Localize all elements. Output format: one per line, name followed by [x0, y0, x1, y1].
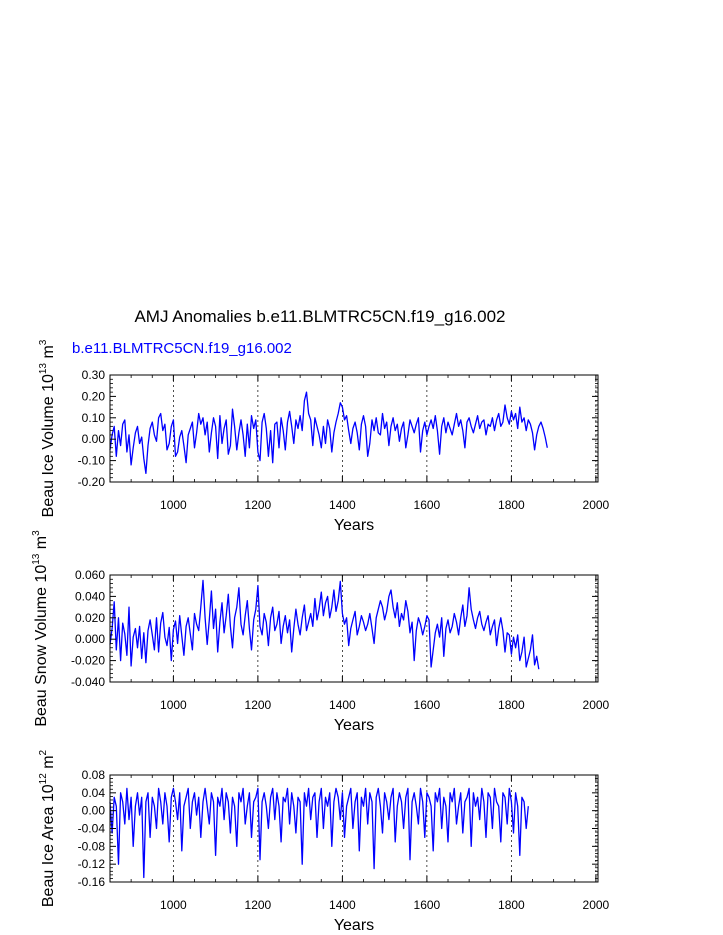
y-tick-label: -0.16 [77, 875, 105, 889]
y-tick-label: 0.020 [74, 610, 105, 625]
y-axis-label-part: 13 [31, 553, 42, 565]
x-tick-label: 1200 [244, 898, 272, 912]
series-line-1 [110, 392, 547, 473]
y-axis-label-part: 12 [38, 773, 49, 785]
y-tick-label: 0.00 [81, 803, 105, 818]
y-tick-label: 0.040 [74, 589, 105, 604]
y-tick-label: -0.10 [77, 453, 105, 468]
chart-panel-1 [38, 339, 610, 534]
y-tick-label: -0.08 [77, 839, 105, 854]
x-tick-label: 1400 [329, 698, 356, 712]
x-axis-label: Years [333, 717, 375, 734]
y-axis-label-part: 3 [38, 339, 49, 346]
y-tick-label: 0.08 [81, 768, 105, 782]
x-tick-label: 1000 [160, 898, 187, 912]
y-tick-label: 0.30 [81, 368, 105, 382]
y-tick-label: -0.020 [70, 653, 105, 668]
x-tick-label: 1200 [244, 698, 272, 712]
y-tick-label: -0.04 [77, 821, 105, 836]
y-tick-label: 0.04 [81, 785, 105, 800]
y-tick-label: -0.040 [70, 675, 105, 689]
x-tick-label: 2000 [582, 898, 610, 912]
chart-panel-2 [31, 530, 610, 734]
y-tick-label: -0.20 [77, 475, 105, 489]
y-tick-label: 0.000 [74, 632, 105, 647]
x-tick-label: 1600 [413, 498, 441, 512]
y-axis-label-part: Beau Ice Area 10 [40, 784, 57, 908]
plot-frame [110, 575, 598, 682]
x-tick-label: 1800 [498, 898, 525, 912]
x-tick-label: 1800 [498, 698, 525, 712]
x-tick-label: 1400 [329, 498, 356, 512]
y-tick-label: 0.060 [74, 568, 105, 582]
y-axis-label-part: m [33, 535, 50, 554]
y-axis-label-part: 3 [31, 530, 42, 536]
y-axis-label-part: Beau Snow Volume 10 [33, 564, 50, 727]
chart-panel-3 [38, 749, 610, 934]
y-axis-label-part: m [40, 755, 57, 774]
y-axis-label-part: Beau Ice Volume 10 [40, 374, 57, 518]
x-tick-label: 1800 [498, 498, 525, 512]
x-tick-label: 1600 [413, 698, 441, 712]
y-axis-label [31, 530, 50, 727]
y-tick-label: 0.20 [81, 389, 105, 404]
x-tick-label: 2000 [582, 698, 610, 712]
x-axis-label: Years [333, 917, 375, 934]
figure-title: AMJ Anomalies b.e11.BLMTRC5CN.f19_g16.002 [134, 307, 506, 326]
y-axis-label [38, 339, 57, 517]
x-tick-label: 1200 [244, 498, 272, 512]
figure-subtitle: b.e11.BLMTRC5CN.f19_g16.002 [72, 340, 292, 357]
y-axis-label-part: m [40, 345, 57, 363]
y-axis-label [38, 749, 57, 907]
y-axis-label-part: 2 [38, 749, 49, 756]
x-tick-label: 1400 [329, 898, 356, 912]
y-axis-label-part: 13 [38, 363, 49, 375]
x-tick-label: 2000 [582, 498, 610, 512]
y-tick-label: 0.10 [81, 410, 105, 425]
x-tick-label: 1000 [160, 498, 187, 512]
y-tick-label: -0.12 [77, 857, 105, 872]
y-tick-label: 0.00 [81, 432, 105, 447]
series-line-1 [110, 580, 539, 669]
x-tick-label: 1600 [413, 898, 441, 912]
x-tick-label: 1000 [160, 698, 187, 712]
x-axis-label: Years [333, 517, 375, 534]
panels [31, 339, 610, 934]
plot-frame [110, 375, 598, 482]
